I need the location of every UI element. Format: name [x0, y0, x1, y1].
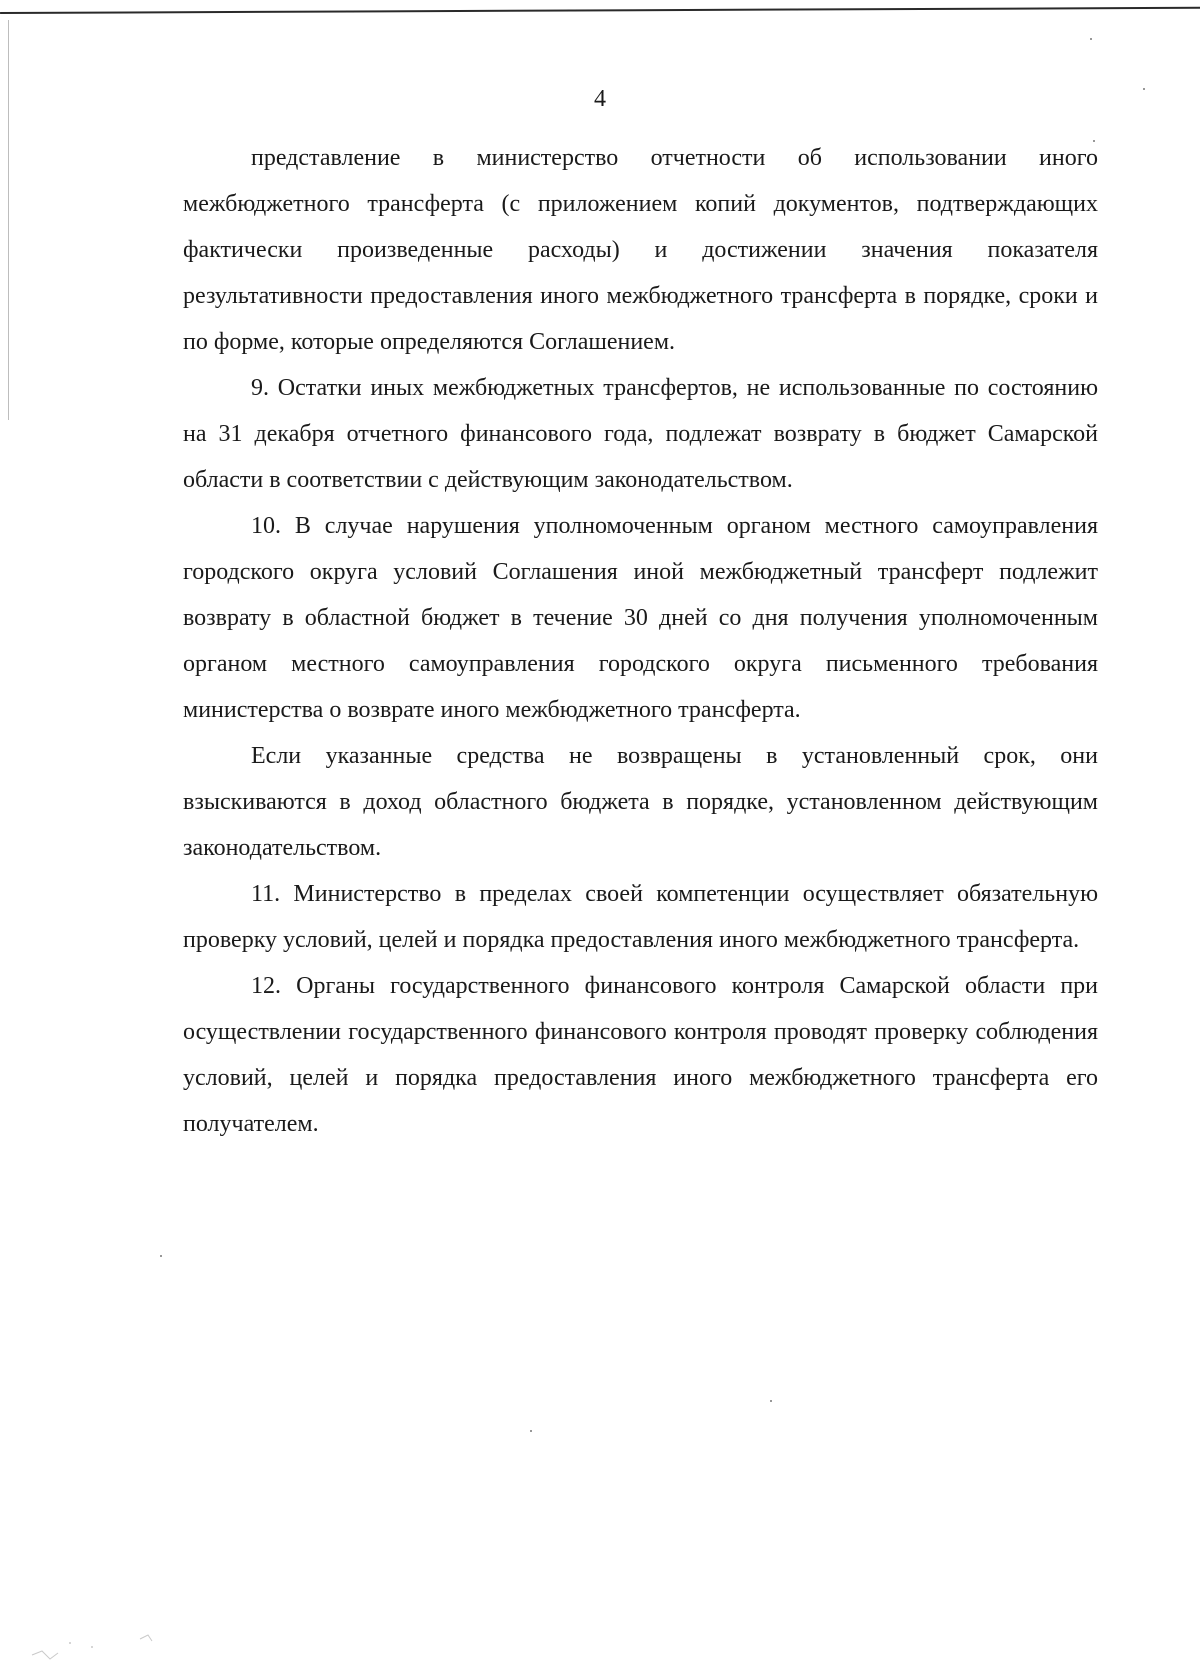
paragraph-reporting: представление в министерство отчетности об использовании иного межбюджетного трансферта (с приложением копий документов, подтверждающих фактически произведенные расходы) и достижении значения показателя результативности предоставления иного межбюджетного трансферта в порядке, сроки и по форме, которые определяются Соглашением. — [183, 145, 1098, 355]
paragraph-11: 11. Министерство в пределах своей компетенции осуществляет обязательную проверку условий, целей и порядка предоставления иного межбюджетного трансферта. — [183, 881, 1098, 953]
paragraph-12: 12. Органы государственного финансового контроля Самарской области при осуществлении государственного финансового контроля проводят проверку соблюдения условий, целей и порядка предоставления иного межбюджетного трансферта его получателем. — [183, 973, 1098, 1137]
scan-speck — [160, 1255, 162, 1257]
scan-speck — [1143, 88, 1145, 90]
paragraph-recovery: Если указанные средства не возвращены в установленный срок, они взыскиваются в доход областного бюджета в порядке, установленном действующим законодательством. — [183, 743, 1098, 861]
paragraph-9: 9. Остатки иных межбюджетных трансфертов, не использованные по состоянию на 31 декабря отчетного финансового года, подлежат возврату в бюджет Самарской области в соответствии с действующим законодательством. — [183, 375, 1098, 493]
paragraph-10: 10. В случае нарушения уполномоченным органом местного самоуправления городского округа условий Соглашения иной межбюджетный трансферт подлежит возврату в областной бюджет в течение 30 дней со дня получения уполномоченным органом местного самоуправления городского округа письменного требования министерства о возврате иного межбюджетного трансферта. — [183, 513, 1098, 723]
scan-speck — [770, 1400, 772, 1402]
scan-top-edge — [0, 0, 1200, 14]
scan-noise-mark — [30, 1625, 190, 1665]
scan-speck — [1090, 38, 1092, 40]
scan-left-edge — [8, 20, 9, 420]
document-body — [183, 135, 1098, 1147]
scan-speck — [1093, 140, 1095, 142]
scan-speck — [530, 1430, 532, 1432]
page-number: 4 — [594, 86, 606, 112]
